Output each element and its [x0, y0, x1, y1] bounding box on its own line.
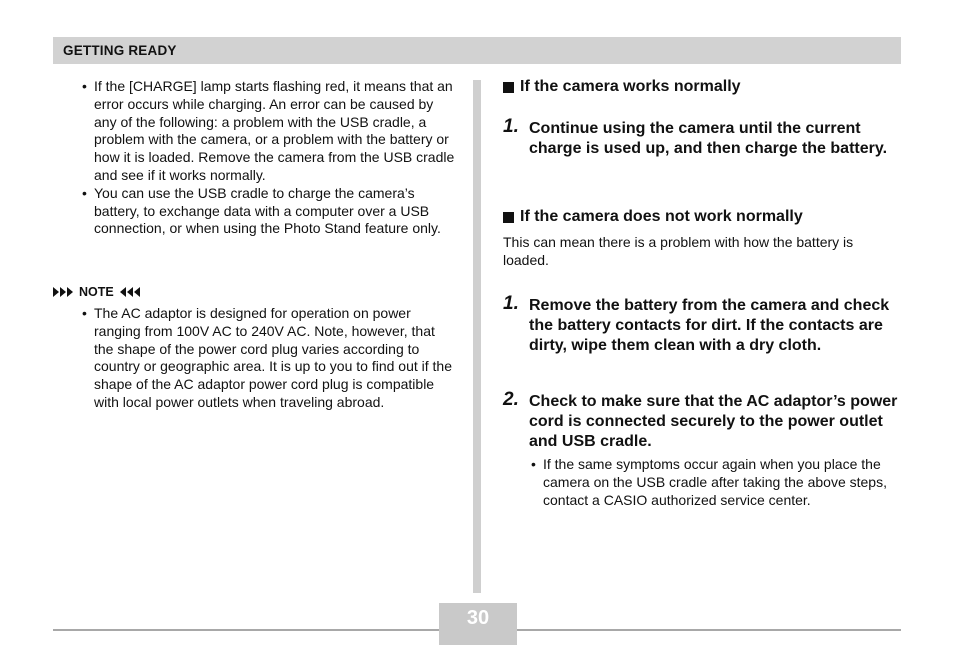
bullet-text: If the [CHARGE] lamp starts flashing red, it means that an error occurs while charging. An error can be caused by any of the following: a problem with the USB cradle, a problem with the camera, or a problem with the battery or how it is loaded. Remove the camera from the USB cradle and see if it works normally. — [94, 78, 455, 183]
black-square-icon — [503, 82, 514, 93]
bullet-text: You can use the USB cradle to charge the camera’s battery, to exchange data with a computer over a USB connection, or when using the Photo Stand feature only. — [94, 184, 441, 237]
note-label: NOTE — [79, 285, 114, 299]
bullet-dot: • — [531, 456, 536, 472]
section-heading — [503, 78, 741, 96]
step-item — [503, 116, 898, 159]
list-item — [80, 305, 455, 412]
page-number-box — [439, 603, 517, 645]
step-text: Check to make sure that the AC adaptor’s power cord is connected securely to the power outlet and USB cradle. — [529, 393, 898, 450]
note-body — [80, 305, 455, 412]
section-intro: This can mean there is a problem with how the battery is loaded. — [503, 234, 854, 268]
note-right-arrows-icon — [118, 286, 140, 298]
column-divider — [473, 80, 481, 593]
bullet-dot: • — [82, 305, 87, 321]
step-number: 2. — [503, 389, 519, 410]
section-heading-text: If the camera does not work normally — [520, 208, 803, 225]
header-title: GETTING READY — [63, 43, 177, 58]
step-text: Continue using the camera until the current charge is used up, and then charge the battery. — [529, 120, 888, 157]
section-heading — [503, 208, 803, 226]
step-text: Remove the battery from the camera and check the battery contacts for dirt. If the contacts are dirty, wipe them clean with a dry cloth. — [529, 297, 890, 354]
bullet-text: The AC adaptor is designed for operation on power ranging from 100V AC to 240V AC. Note, however, that the shape of the power cord plug varies according to country or geographic area. It is up to you to find out if the shape of the AC adaptor power cord plug is compatible with local power outlets when traveling abroad. — [94, 305, 452, 410]
step-item — [503, 293, 898, 356]
list-item — [80, 78, 455, 185]
step-number: 1. — [503, 293, 519, 314]
list-item — [529, 456, 915, 509]
note-header — [53, 283, 140, 301]
note-left-arrows-icon — [53, 286, 75, 298]
bullet-dot: • — [82, 78, 87, 94]
page-header — [53, 37, 901, 64]
step-item — [503, 389, 898, 452]
bullet-dot: • — [82, 184, 87, 201]
page-number: 30 — [466, 607, 490, 629]
list-item — [80, 185, 455, 238]
black-square-icon — [503, 212, 514, 223]
bullet-text: If the same symptoms occur again when you place the camera on the USB cradle after taking the above steps, contact a CASIO authorized service center. — [543, 456, 887, 508]
left-column — [80, 78, 455, 238]
step-number: 1. — [503, 116, 519, 137]
section-heading-text: If the camera works normally — [520, 78, 741, 95]
